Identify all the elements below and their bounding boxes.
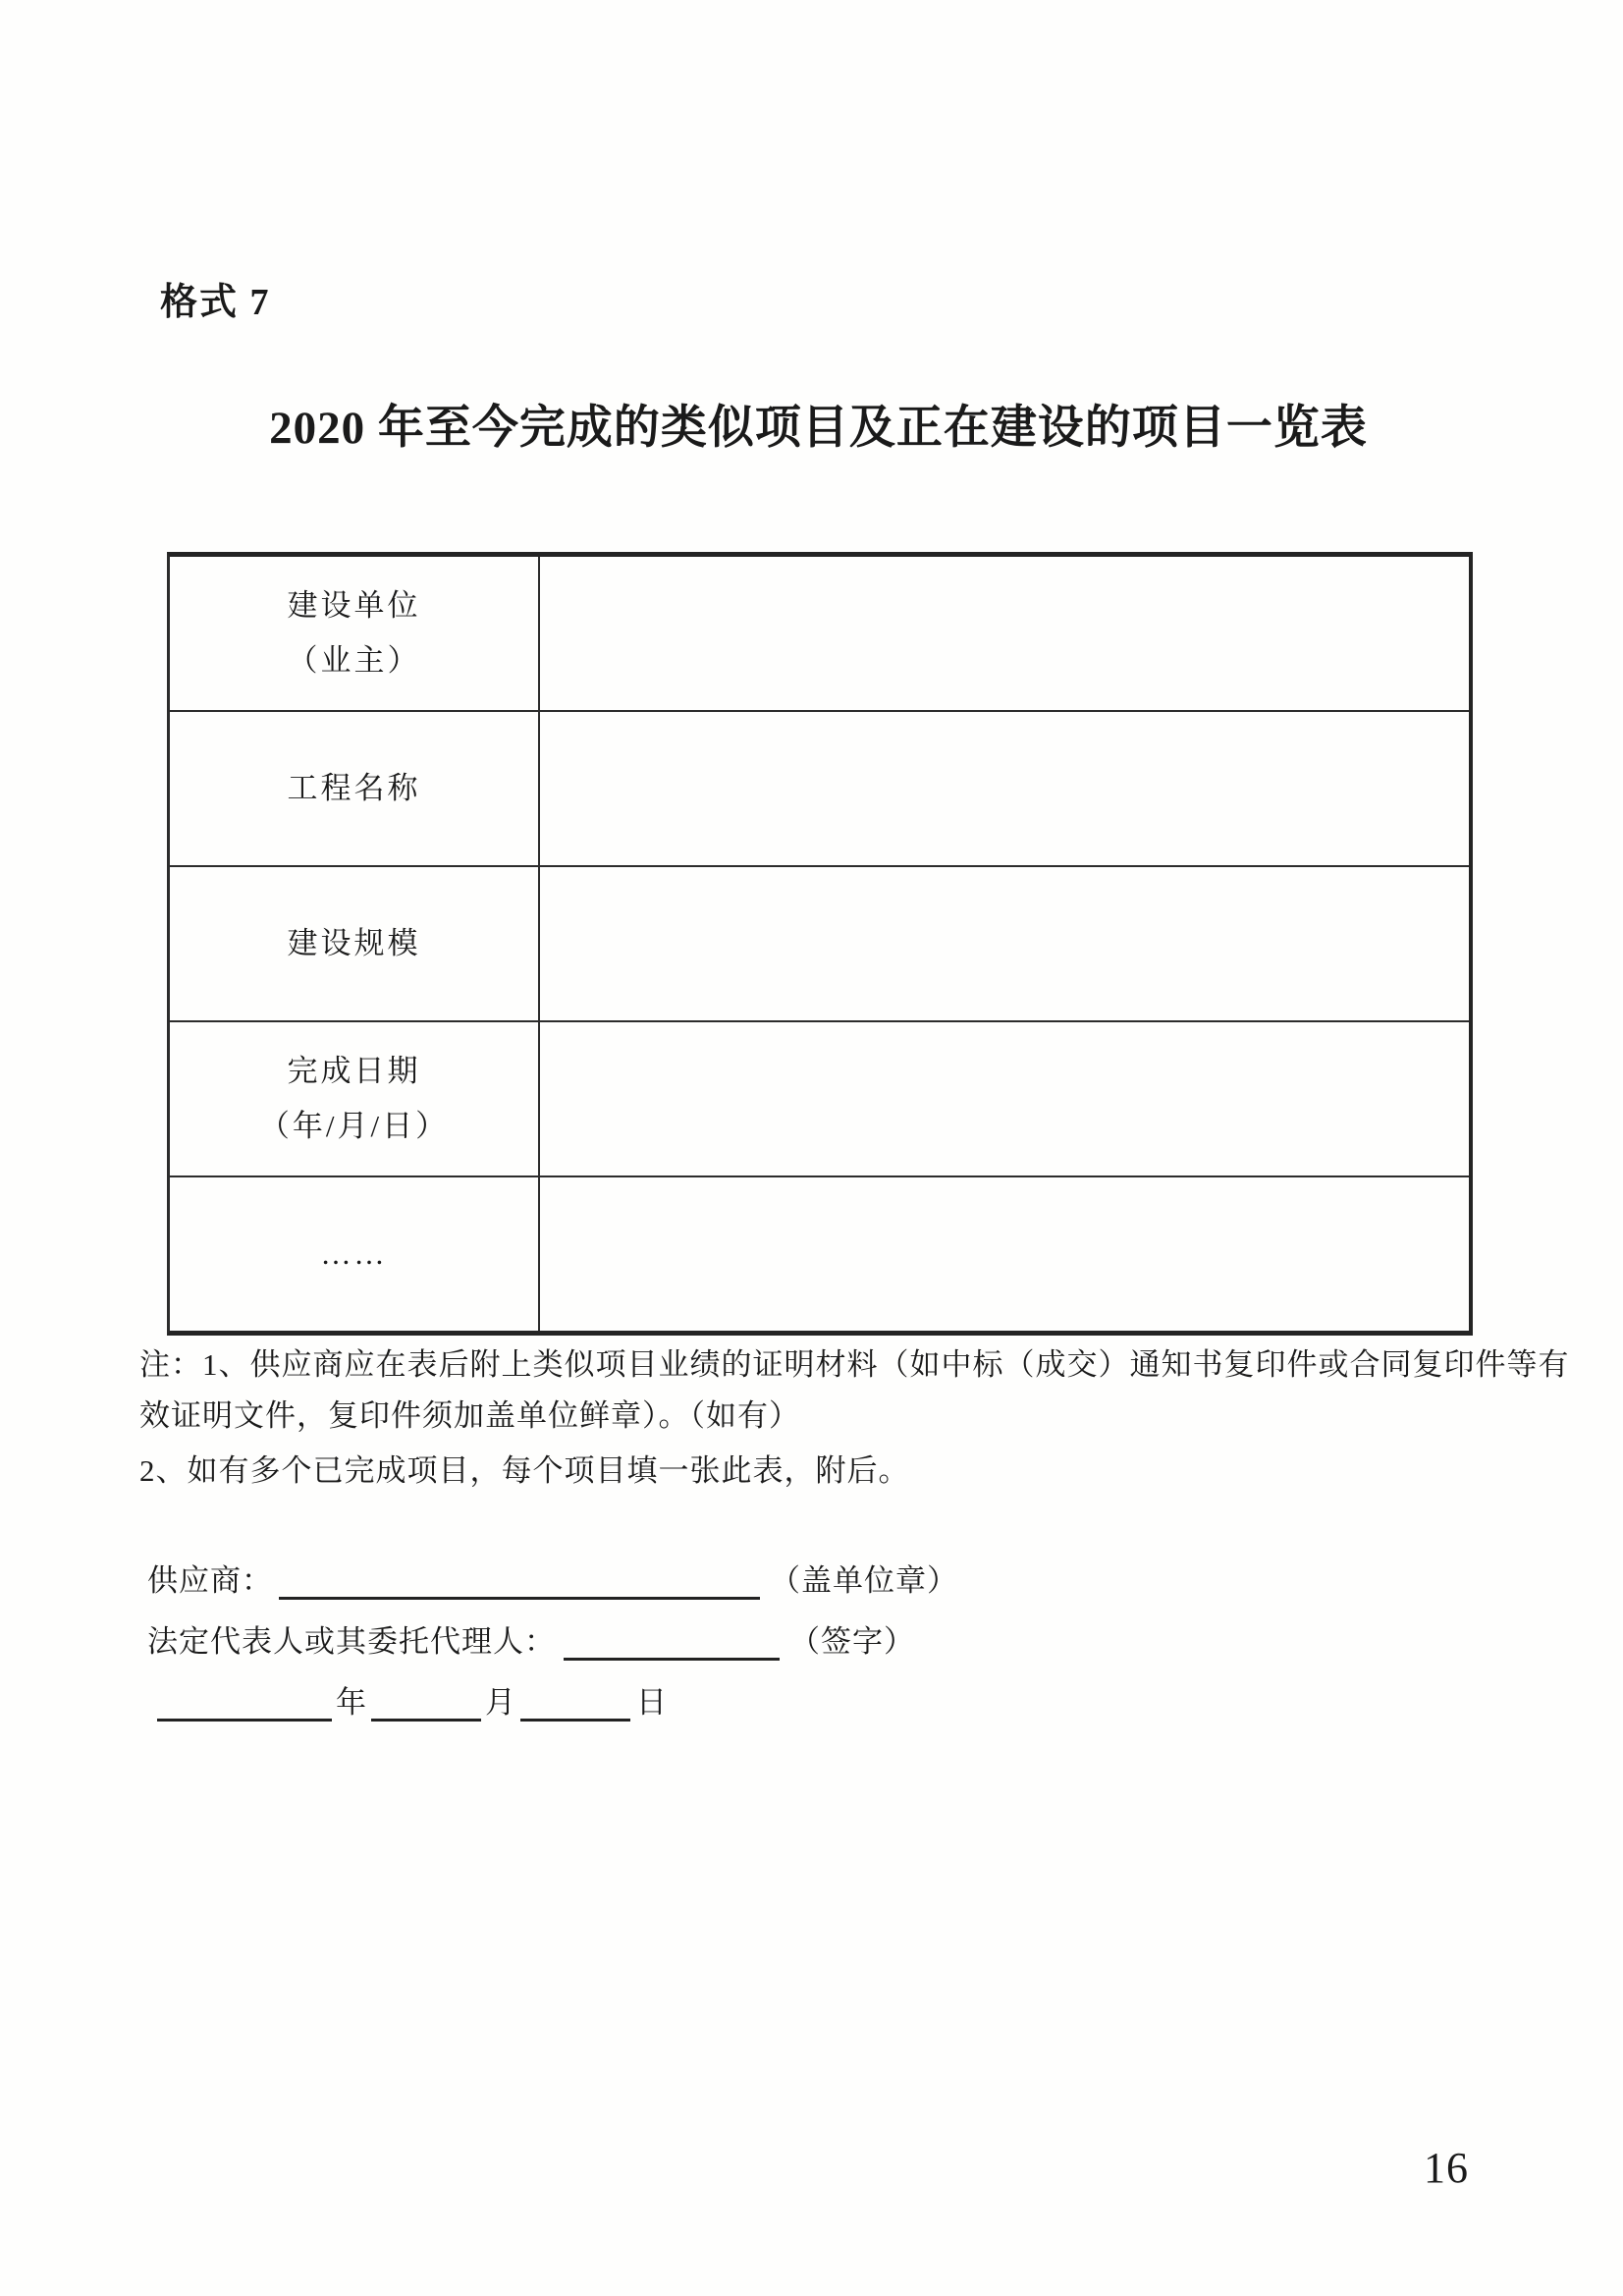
row-label-line: 工程名称 [287,771,421,805]
representative-signature-line [147,1616,915,1661]
table-row-scale [170,865,1469,1020]
row-value-ellipsis [540,1177,1469,1331]
row-label-line: （业主） [287,643,421,678]
month-label: 月 [485,1685,516,1720]
day-blank-line [520,1689,630,1722]
page-number: 16 [1424,2144,1469,2192]
supplier-blank-line [279,1567,760,1600]
day-label: 日 [636,1685,668,1720]
row-label-completion-date [170,1022,540,1175]
projects-table [167,552,1473,1336]
row-label-ellipsis [170,1177,540,1331]
row-label-line: 建设单位 [287,588,421,623]
row-label-line: （年/月/日） [258,1109,450,1143]
table-row-ellipsis [170,1175,1469,1331]
row-label-project-name [170,712,540,865]
row-label-line: 建设规模 [287,926,421,960]
year-label: 年 [336,1685,367,1720]
supplier-signature-line [147,1556,958,1600]
table-row-project-name [170,710,1469,865]
note-2: 2、如有多个已完成项目，每个项目填一张此表，附后。 [139,1453,910,1488]
page-title: 2020 年至今完成的类似项目及正在建设的项目一览表 [269,403,1368,454]
format-label: 格式 7 [160,282,271,323]
representative-blank-line [564,1628,780,1661]
row-label-owner [170,557,540,710]
date-line [157,1677,668,1722]
row-value-project-name [540,712,1469,865]
row-value-completion-date [540,1022,1469,1175]
note-1-line-1: 注：1、供应商应在表后附上类似项目业绩的证明材料（如中标（成交）通知书复印件或合同复印件等有 [139,1347,1570,1382]
supplier-stamp-note: （盖单位章） [770,1563,958,1598]
row-value-scale [540,867,1469,1020]
month-blank-line [371,1689,481,1722]
notes-section [139,1339,1570,1497]
representative-sign-note: （签字） [789,1624,915,1659]
table-row-owner [170,557,1469,710]
row-value-owner [540,557,1469,710]
supplier-label: 供应商： [147,1563,273,1598]
representative-label: 法定代表人或其委托代理人： [147,1624,556,1659]
note-1-line-2: 效证明文件，复印件须加盖单位鲜章）。（如有） [139,1398,800,1433]
row-label-scale [170,867,540,1020]
row-label-line: 完成日期 [287,1054,421,1088]
year-blank-line [157,1689,332,1722]
row-label-line: …… [320,1236,388,1271]
table-row-completion-date [170,1020,1469,1175]
